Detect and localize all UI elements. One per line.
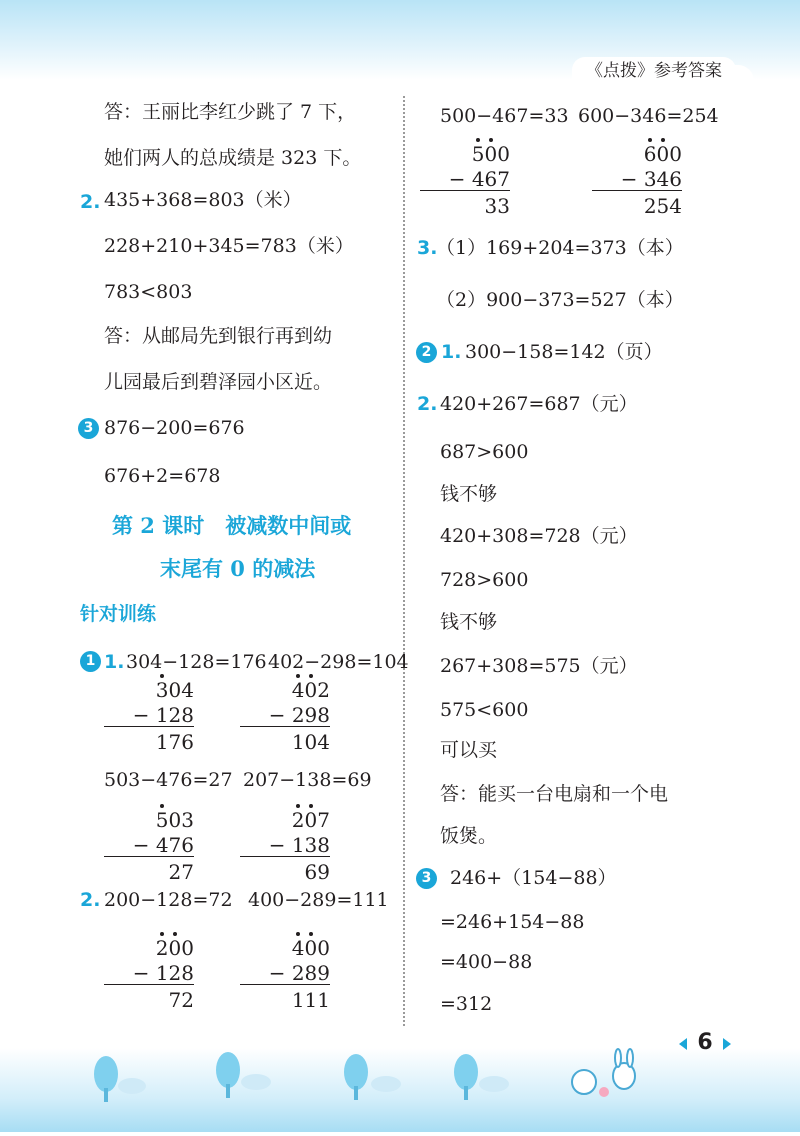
subtrahend: − 138 <box>268 833 330 857</box>
equation: 228+210+345=783（米） <box>104 235 354 257</box>
minuend <box>156 936 194 960</box>
answer-line: 儿园最后到碧泽园小区近。 <box>104 371 333 393</box>
animal-friends-icon <box>572 1049 635 1097</box>
equation: 402−298=104 <box>268 651 409 673</box>
minuend <box>292 678 330 702</box>
calc-line <box>240 856 330 857</box>
answer-line: 饭煲。 <box>440 825 498 847</box>
borrow-dot-digit: 0 <box>304 936 318 960</box>
difference: 254 <box>643 194 682 218</box>
tree-icon <box>216 1052 271 1098</box>
digit: 7 <box>317 808 330 832</box>
equation: 246+（154−88） <box>450 867 617 889</box>
calc-line <box>104 726 194 727</box>
minuend-value <box>156 678 194 702</box>
tree-icon <box>344 1054 401 1100</box>
borrow-dot-digit: 0 <box>168 936 182 960</box>
borrow-dot-digit: 6 <box>643 142 657 166</box>
column-divider <box>403 96 405 1026</box>
equation: 676+2=678 <box>104 465 221 487</box>
section-badge-3: 3 <box>416 868 437 889</box>
equation: =312 <box>440 993 493 1015</box>
subtrahend-value: 128 <box>155 703 194 727</box>
tree-icon <box>94 1056 146 1102</box>
subtrahend: − 346 <box>620 167 682 191</box>
tree-icon <box>454 1054 509 1100</box>
calc-line <box>420 190 510 191</box>
difference: 33 <box>484 194 510 218</box>
equation: 500−467=33 <box>440 105 569 127</box>
subtrahend-value: 476 <box>155 833 194 857</box>
subtrahend: − 128 <box>132 961 194 985</box>
borrow-dot-digit: 0 <box>656 142 670 166</box>
calc-line <box>592 190 682 191</box>
equation: 435+368=803（米） <box>104 189 302 211</box>
borrow-dot-digit: 4 <box>291 936 305 960</box>
minuend-value <box>292 678 330 702</box>
comparison: 687>600 <box>440 441 529 463</box>
borrow-dot-digit: 5 <box>155 808 169 832</box>
question-number: 2. <box>417 393 438 415</box>
difference: 104 <box>291 730 330 754</box>
borrow-dot-digit: 3 <box>155 678 169 702</box>
comparison: 575<600 <box>440 699 529 721</box>
answer-line: 答：王丽比李红少跳了 7 下， <box>104 101 357 123</box>
subtrahend: − 128 <box>132 703 194 727</box>
digit: 4 <box>181 678 194 702</box>
footer-band <box>0 1048 800 1132</box>
equation: 200−128=72 <box>104 889 233 911</box>
subtrahend-value: 467 <box>471 167 510 191</box>
equation: 420+308=728（元） <box>440 525 638 547</box>
lesson-title: 第 2 课时 被减数中间或 <box>112 513 352 538</box>
subtrahend: − 467 <box>448 167 510 191</box>
subtrahend: − 476 <box>132 833 194 857</box>
conclusion: 可以买 <box>440 739 498 761</box>
digit: 3 <box>181 808 194 832</box>
subtrahend-value: 298 <box>291 703 330 727</box>
difference: 27 <box>168 860 194 884</box>
answer-line: 答：从邮局先到银行再到幼 <box>104 325 333 347</box>
borrow-dot-digit: 0 <box>304 808 318 832</box>
equation: （2）900−373=527（本） <box>436 289 684 311</box>
digit: 0 <box>317 936 330 960</box>
difference: 72 <box>168 988 194 1012</box>
conclusion: 钱不够 <box>440 483 498 505</box>
borrow-dot-digit: 2 <box>155 936 169 960</box>
equation: 304−128=176 <box>126 651 267 673</box>
question-number: 1. <box>441 341 462 363</box>
next-page-icon <box>723 1038 731 1050</box>
calc-line <box>240 726 330 727</box>
minuend-value <box>156 936 194 960</box>
minuend-value <box>292 936 330 960</box>
equation: 400−289=111 <box>248 889 389 911</box>
question-number: 2. <box>80 889 101 911</box>
calc-line <box>240 984 330 985</box>
page-number: 6 <box>697 1030 713 1055</box>
borrow-dot-digit: 0 <box>304 678 318 702</box>
difference: 111 <box>291 988 330 1012</box>
minuend <box>156 808 194 832</box>
borrow-dot-digit: 2 <box>291 808 305 832</box>
digit: 0 <box>168 678 182 702</box>
subtrahend-value: 138 <box>291 833 330 857</box>
equation: 420+267=687（元） <box>440 393 638 415</box>
minuend-value <box>156 808 194 832</box>
minuend <box>292 936 330 960</box>
minuend-value <box>292 808 330 832</box>
training-title: 针对训练 <box>80 603 157 625</box>
comparison: 783<803 <box>104 281 193 303</box>
calc-line <box>104 856 194 857</box>
difference: 69 <box>304 860 330 884</box>
calc-line <box>104 984 194 985</box>
borrow-dot-digit: 4 <box>291 678 305 702</box>
subtrahend: − 289 <box>268 961 330 985</box>
digit: 0 <box>497 142 510 166</box>
digit: 2 <box>317 678 330 702</box>
equation: =246+154−88 <box>440 911 585 933</box>
equation: 600−346=254 <box>578 105 719 127</box>
equation: =400−88 <box>440 951 533 973</box>
equation: 300−158=142（页） <box>465 341 663 363</box>
question-number: 2. <box>80 191 101 213</box>
footer-decoration <box>0 1048 800 1132</box>
question-number: 1. <box>104 651 125 673</box>
subtrahend-value: 346 <box>643 167 682 191</box>
question-number: 3. <box>417 237 438 259</box>
header-title: 《点拨》参考答案 <box>572 57 736 83</box>
minuend <box>156 678 194 702</box>
equation: （1）169+204=373（本） <box>436 237 684 259</box>
answer-line: 答：能买一台电扇和一个电 <box>440 783 669 805</box>
section-badge-1: 1 <box>80 651 101 672</box>
equation: 207−138=69 <box>243 769 372 791</box>
borrow-dot-digit: 0 <box>484 142 498 166</box>
digit: 0 <box>168 808 182 832</box>
equation: 876−200=676 <box>104 417 245 439</box>
conclusion: 钱不够 <box>440 611 498 633</box>
minuend <box>292 808 330 832</box>
difference: 176 <box>155 730 194 754</box>
answer-line: 她们两人的总成绩是 323 下。 <box>104 147 362 169</box>
minuend <box>472 142 510 166</box>
subtrahend: − 298 <box>268 703 330 727</box>
borrow-dot-digit: 5 <box>471 142 485 166</box>
subtrahend-value: 289 <box>291 961 330 985</box>
equation: 503−476=27 <box>104 769 233 791</box>
equation: 267+308=575（元） <box>440 655 638 677</box>
subtrahend-value: 128 <box>155 961 194 985</box>
comparison: 728>600 <box>440 569 529 591</box>
section-badge-3: 3 <box>78 418 99 439</box>
section-badge-2: 2 <box>416 342 437 363</box>
digit: 0 <box>181 936 194 960</box>
lesson-title: 末尾有 0 的减法 <box>160 556 316 581</box>
minuend-value <box>644 142 682 166</box>
minuend <box>644 142 682 166</box>
minuend-value <box>472 142 510 166</box>
digit: 0 <box>669 142 682 166</box>
